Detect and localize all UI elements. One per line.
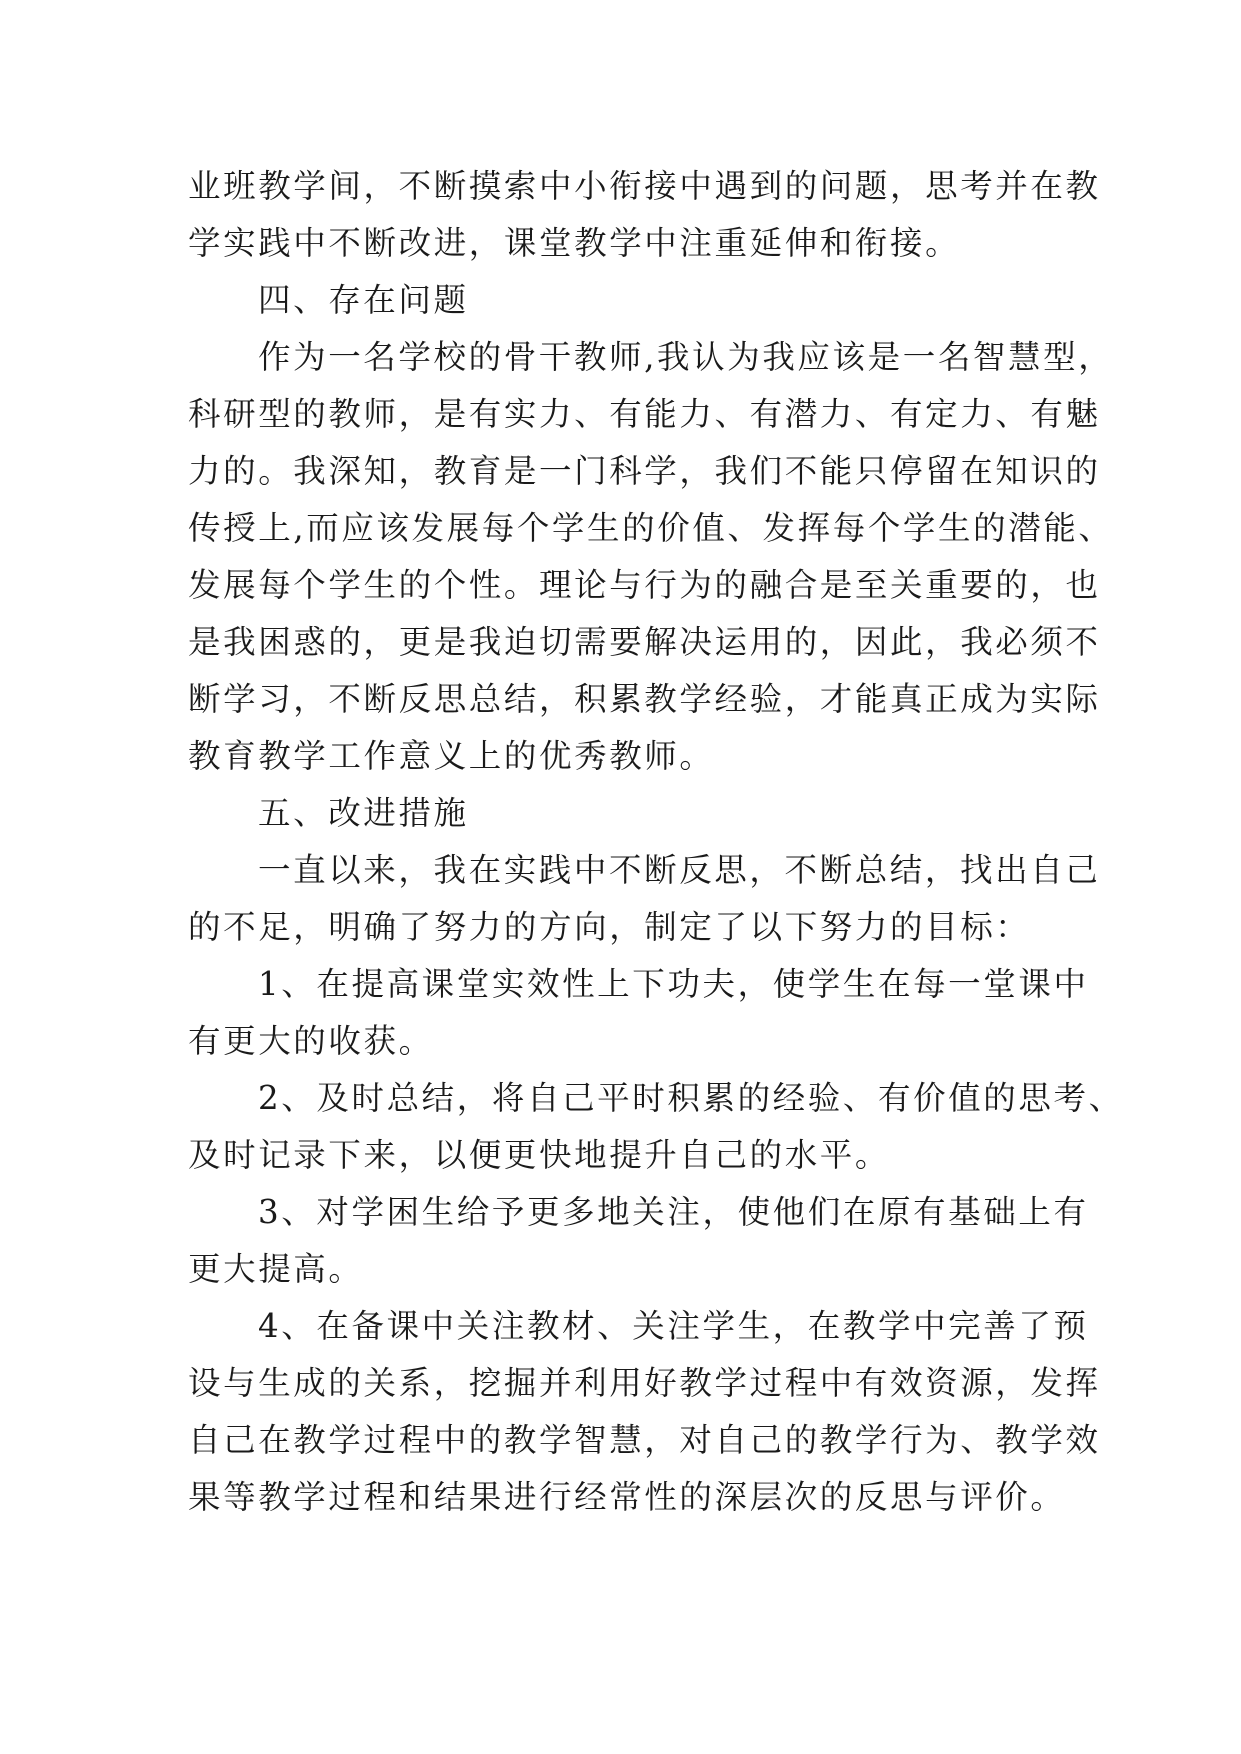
section-heading-improvements: 五、改进措施 bbox=[258, 794, 469, 832]
list-item-1: 1、在提高课堂实效性上下功夫，使学生在每一堂课中 bbox=[258, 965, 1089, 1003]
text-line: 一直以来，我在实践中不断反思，不断总结，找出自己 bbox=[258, 851, 1101, 889]
list-item-3: 3、对学困生给予更多地关注，使他们在原有基础上有 bbox=[258, 1193, 1089, 1231]
text-line: 有更大的收获。 bbox=[188, 1022, 434, 1060]
text-line: 力的。我深知，教育是一门科学，我们不能只停留在知识的 bbox=[188, 452, 1101, 490]
list-item-4: 4、在备课中关注教材、关注学生，在教学中完善了预 bbox=[258, 1307, 1089, 1345]
document-body bbox=[188, 158, 1124, 1526]
text-line: 业班教学间，不断摸索中小衔接中遇到的问题，思考并在教 bbox=[188, 167, 1101, 205]
text-line: 断学习，不断反思总结，积累教学经验，才能真正成为实际 bbox=[188, 680, 1101, 718]
text-line: 作为一名学校的骨干教师,我认为我应该是一名智慧型， bbox=[258, 338, 1114, 376]
text-line: 更大提高。 bbox=[188, 1250, 364, 1288]
text-line: 设与生成的关系，挖掘并利用好教学过程中有效资源，发挥 bbox=[188, 1364, 1101, 1402]
text-line: 学实践中不断改进，课堂教学中注重延伸和衔接。 bbox=[188, 224, 961, 262]
text-line: 自己在教学过程中的教学智慧，对自己的教学行为、教学效 bbox=[188, 1421, 1101, 1459]
text-line: 的不足，明确了努力的方向，制定了以下努力的目标： bbox=[188, 908, 1031, 946]
section-heading-problems: 四、存在问题 bbox=[258, 281, 469, 319]
list-item-2: 2、及时总结，将自己平时积累的经验、有价值的思考、 bbox=[258, 1079, 1124, 1117]
text-line: 发展每个学生的个性。理论与行为的融合是至关重要的，也 bbox=[188, 566, 1101, 604]
text-line: 是我困惑的，更是我迫切需要解决运用的，因此，我必须不 bbox=[188, 623, 1101, 661]
text-line: 教育教学工作意义上的优秀教师。 bbox=[188, 737, 715, 775]
text-line: 果等教学过程和结果进行经常性的深层次的反思与评价。 bbox=[188, 1478, 1066, 1516]
text-line: 科研型的教师，是有实力、有能力、有潜力、有定力、有魅 bbox=[188, 395, 1101, 433]
text-line: 及时记录下来，以便更快地提升自己的水平。 bbox=[188, 1136, 891, 1174]
text-line: 传授上,而应该发展每个学生的价值、发挥每个学生的潜能、 bbox=[188, 509, 1114, 547]
